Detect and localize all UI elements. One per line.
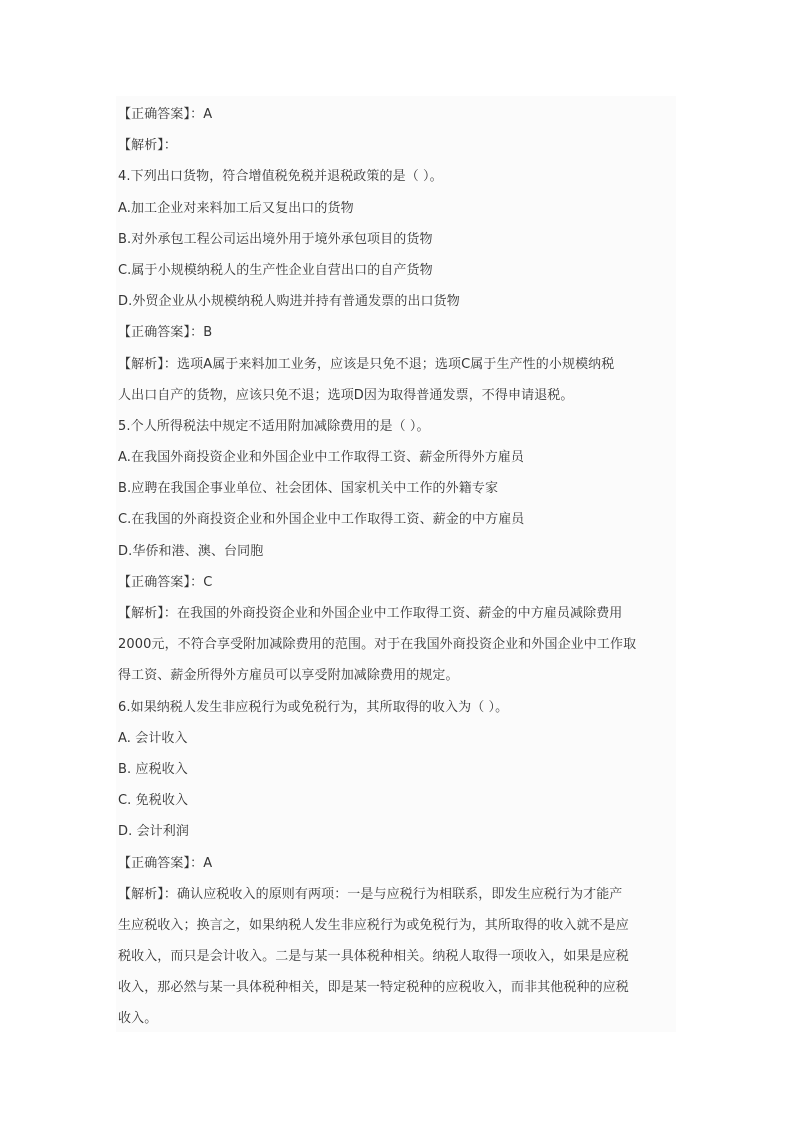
analysis-line-q6-2: 生应税收入；换言之，如果纳税人发生非应税行为或免税行为，其所取得的收入就不是应 <box>118 917 629 933</box>
analysis-line-q6-1: 【解析】：确认应税收入的原则有两项：一是与应税行为相联系，即发生应税行为才能产 <box>118 886 623 902</box>
analysis-line-q5-3: 得工资、薪金所得外方雇员可以享受附加减除费用的规定。 <box>118 668 459 684</box>
analysis-line-q5-2: 2000元，不符合享受附加减除费用的范围。对于在我国外商投资企业和外国企业中工作取 <box>118 637 637 653</box>
analysis-line-q6-5: 收入。 <box>118 1011 158 1027</box>
analysis-line-q3: 【解析】： <box>118 138 178 154</box>
option-6-a: A. 会计收入 <box>118 730 188 746</box>
answer-line-q5: 【正确答案】：C <box>118 574 213 590</box>
analysis-line-q6-3: 税收入，而只是会计收入。二是与某一具体税种相关。纳税人取得一项收入，如果是应税 <box>118 949 629 965</box>
option-5-b: B.应聘在我国企事业单位、社会团体、国家机关中工作的外籍专家 <box>118 481 499 497</box>
answer-line-q6: 【正确答案】：A <box>118 855 213 871</box>
question-6: 6.如果纳税人发生非应税行为或免税行为，其所取得的收入为（ ）。 <box>118 699 509 715</box>
question-4: 4.下列出口货物，符合增值税免税并退税政策的是（ ）。 <box>118 169 443 185</box>
analysis-line-q6-4: 收入，那必然与某一具体税种相关，即是某一特定税种的应税收入，而非其他税种的应税 <box>118 980 629 996</box>
analysis-line-q5-1: 【解析】：在我国的外商投资企业和外国企业中工作取得工资、薪金的中方雇员减除费用 <box>118 606 623 621</box>
document-content <box>118 99 676 1035</box>
analysis-line-q4-1: 【解析】：选项A属于来料加工业务，应该是只免不退；选项C属于生产性的小规模纳税 <box>118 356 615 372</box>
option-4-c: C.属于小规模纳税人的生产性企业自营出口的自产货物 <box>118 262 433 278</box>
option-4-b: B.对外承包工程公司运出境外用于境外承包项目的货物 <box>118 231 433 247</box>
option-4-d: D.外贸企业从小规模纳税人购进并持有普通发票的出口货物 <box>118 294 460 310</box>
option-6-c: C. 免税收入 <box>118 793 189 809</box>
question-5: 5.个人所得税法中规定不适用附加减除费用的是（ ）。 <box>118 418 430 434</box>
option-6-d: D. 会计利润 <box>118 824 189 840</box>
option-6-b: B. 应税收入 <box>118 761 188 777</box>
option-5-d: D.华侨和港、澳、台同胞 <box>118 543 264 559</box>
answer-line-q4: 【正确答案】：B <box>118 325 213 341</box>
option-5-a: A.在我国外商投资企业和外国企业中工作取得工资、薪金所得外方雇员 <box>118 450 524 466</box>
option-4-a: A.加工企业对来料加工后又复出口的货物 <box>118 200 354 216</box>
answer-line-q3: 【正确答案】：A <box>118 107 213 122</box>
analysis-line-q4-2: 人出口自产的货物，应该只免不退；选项D因为取得普通发票，不得申请退税。 <box>118 387 574 403</box>
option-5-c: C.在我国的外商投资企业和外国企业中工作取得工资、薪金的中方雇员 <box>118 512 525 528</box>
